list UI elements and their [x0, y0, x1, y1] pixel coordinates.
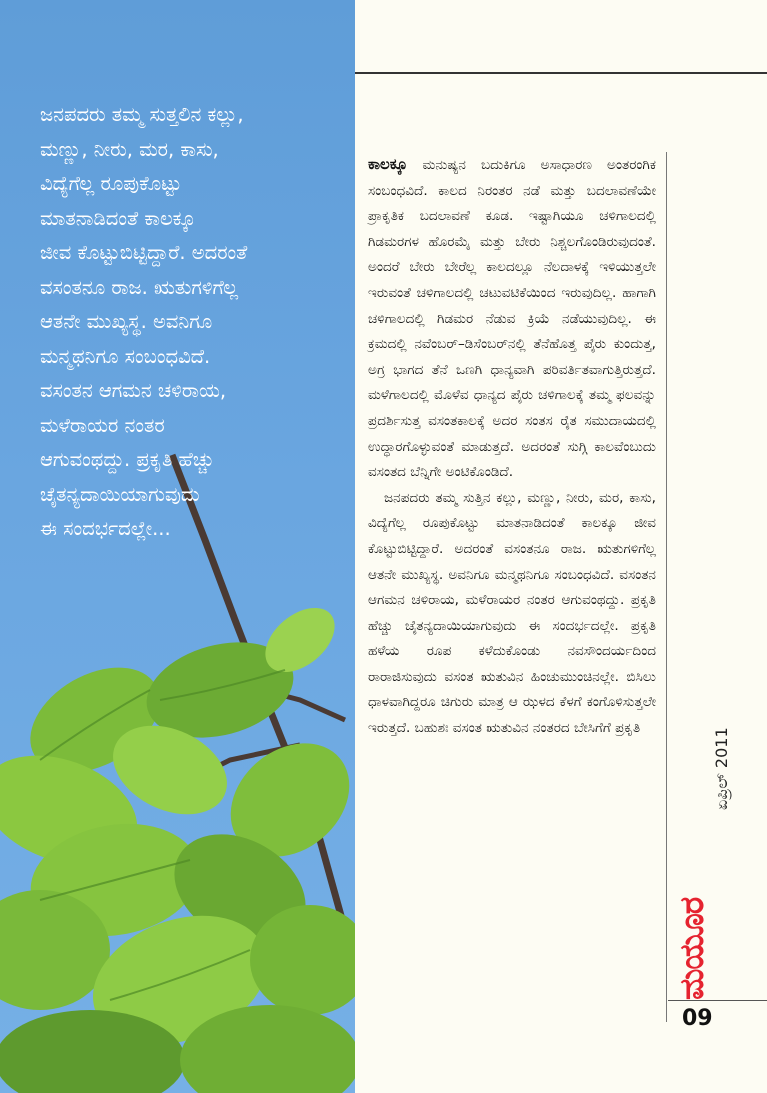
magazine-logo: ಮಯೂರ [672, 897, 711, 1000]
article-paragraph-2: ಜನಪದರು ತಮ್ಮ ಸುತ್ತಿನ ಕಲ್ಲು, ಮಣ್ಣು, ನೀರು, ಮರ, ಕಾಸು, ವಿದ್ಯೆಗೆಲ್ಲ ರೂಪುಕೊಟ್ಟು ಮಾತನಾಡಿದಂತೆ ಕಾಲಕ್ಕೂ ಜೀವ ಕೊಟ್ಟುಬಿಟ್ಟಿದ್ದಾರೆ. ಅದರಂತೆ ವಸಂತನೂ ರಾಜ. ಋತುಗಳಿಗೆಲ್ಲ ಆತನೇ ಮುಖ್ಯಸ್ಥ. ಅವನಿಗೂ ಮನ್ಮಥನಿಗೂ ಸಂಬಂಧವಿದೆ. ವಸಂತನ ಆಗಮನ ಚಳಿರಾಯ, ಮಳೆರಾಯರ ನಂತರ ಆಗುವಂಥದ್ದು. ಪ್ರಕೃತಿ ಹೆಚ್ಚು ಚೈತನ್ಯದಾಯಿಯಾಗುವುದು ಈ ಸಂದರ್ಭದಲ್ಲೇ. ಪ್ರಕೃತಿ ಹಳೆಯ ರೂಪ ಕಳೆದುಕೊಂಡು ನವಸೌಂದರ್ಯದಿಂದ ರಾರಾಜಿಸುವುದು ವಸಂತ ಋತುವಿನ ಹಿಂಚುಮುಂಚಿನಲ್ಲೇ. ಬಿಸಿಲು ಧಾಳವಾಗಿದ್ದರೂ ಚಿಗುರು ಮಾತ್ರ ಆ ಝಳದ ಕೆಳಗೆ ಕಂಗೊಳಿಸುತ್ತಲೇ ಇರುತ್ತದೆ. ಬಹುಶಃ ವಸಂತ ಋತುವಿನ ನಂತರದ ಬೇಸಿಗೆಗೆ ಪ್ರಕೃತಿ [368, 489, 656, 737]
footer-rule [668, 1000, 767, 1001]
issue-date: ಏಪ್ರಿಲ್ 2011 [712, 727, 731, 810]
column-divider [666, 152, 667, 1022]
header-rule [355, 72, 767, 74]
pull-quote [40, 98, 350, 547]
lead-word: ಕಾಲಕ್ಕೂ [368, 155, 408, 173]
article-paragraph-1 [368, 152, 656, 486]
article-body [368, 152, 656, 742]
paragraph-1-text: ಮನುಷ್ಯನ ಬದುಕಿಗೂ ಅಸಾಧಾರಣ ಅಂತರಂಗಿಕ ಸಂಬಂಧವಿದೆ. ಕಾಲದ ನಿರಂತರ ನಡೆ ಮತ್ತು ಬದಲಾವಣೆಯೇ ಪ್ರಾಕೃತಿಕ ಬದಲಾವಣೆ ಕೂಡ. ಇಷ್ಟಾಗಿಯೂ ಚಳಿಗಾಲದಲ್ಲಿ ಗಿಡಮರಗಳ ಹೊರಮೈ ಮತ್ತು ಬೇರು ನಿಶ್ಚಲಗೊಂಡಿರುವುದಂತೆ. ಅಂದರೆ ಬೇರು ಬೇರೆಲ್ಲ ಕಾಲದಲ್ಲೂ ನೆಲದಾಳಕ್ಕೆ ಇಳಿಯುತ್ತಲೇ ಇರುವಂತೆ ಚಳಿಗಾಲದಲ್ಲಿ ಚಟುವಟಿಕೆಯಿಂದ ಇರುವುದಿಲ್ಲ. ಹಾಗಾಗಿ ಚಳಿಗಾಲದಲ್ಲಿ ಗಿಡಮರ ನೆಡುವ ಕ್ರಿಯೆ ನಡೆಯುವುದಿಲ್ಲ. ಈ ಕ್ರಮದಲ್ಲಿ ನವೆಂಬರ್–ಡಿಸೆಂಬರ್‌ನಲ್ಲಿ ತೆನೆಹೊತ್ತ ಪೈರು ಕುಂದುತ್ತ, ಅಗ್ರ ಭಾಗದ ತೆನೆ ಒಣಗಿ ಧಾನ್ಯವಾಗಿ ಪರಿವರ್ತಿತವಾಗುತ್ತಿರುತ್ತದೆ. ಮಳೆಗಾಲದಲ್ಲಿ ಮೊಳೆವ ಧಾನ್ಯದ ಪೈರು ಚಳಿಗಾಲಕ್ಕೆ ತಮ್ಮ ಫಲವನ್ನು ಪ್ರದರ್ಶಿಸುತ್ತ ವಸಂತಕಾಲಕ್ಕೆ ಅದರ ಸಂತಸ ರೈತ ಸಮುದಾಯದಲ್ಲಿ ಉದ್ಧಾರಗೊಳ್ಳುವಂತೆ ಮಾಡುತ್ತದೆ. ಅದರಂತೆ ಸುಗ್ಗಿ ಕಾಲವೆಂಬುದು ವಸಂತದ ಬೆನ್ನಿಗೇ ಅಂಟಿಕೊಂಡಿದೆ. [368, 157, 656, 481]
pull-quote-text: ಜನಪದರು ತಮ್ಮ ಸುತ್ತಲಿನ ಕಲ್ಲು, ಮಣ್ಣು, ನೀರು, ಮರ, ಕಾಸು, ವಿದ್ಯೆಗೆಲ್ಲ ರೂಪುಕೊಟ್ಟು ಮಾತನಾಡಿದಂತೆ ಕಾಲಕ್ಕೂ ಜೀವ ಕೊಟ್ಟುಬಿಟ್ಟಿದ್ದಾರೆ. ಅದರಂತೆ ವಸಂತನೂ ರಾಜ. ಋತುಗಳಿಗೆಲ್ಲ ಆತನೇ ಮುಖ್ಯಸ್ಥ. ಅವನಿಗೂ ಮನ್ಮಥನಿಗೂ ಸಂಬಂಧವಿದೆ. ವಸಂತನ ಆಗಮನ ಚಳಿರಾಯ, ಮಳೆರಾಯರ ನಂತರ ಆಗುವಂಥದ್ದು. ಪ್ರಕೃತಿ ಹೆಚ್ಚು ಚೈತನ್ಯದಾಯಿಯಾಗುವುದು ಈ ಸಂದರ್ಭದಲ್ಲೇ... [40, 103, 248, 540]
spring-leaves-photo [0, 0, 355, 1093]
page-number: 09 [682, 1006, 713, 1031]
